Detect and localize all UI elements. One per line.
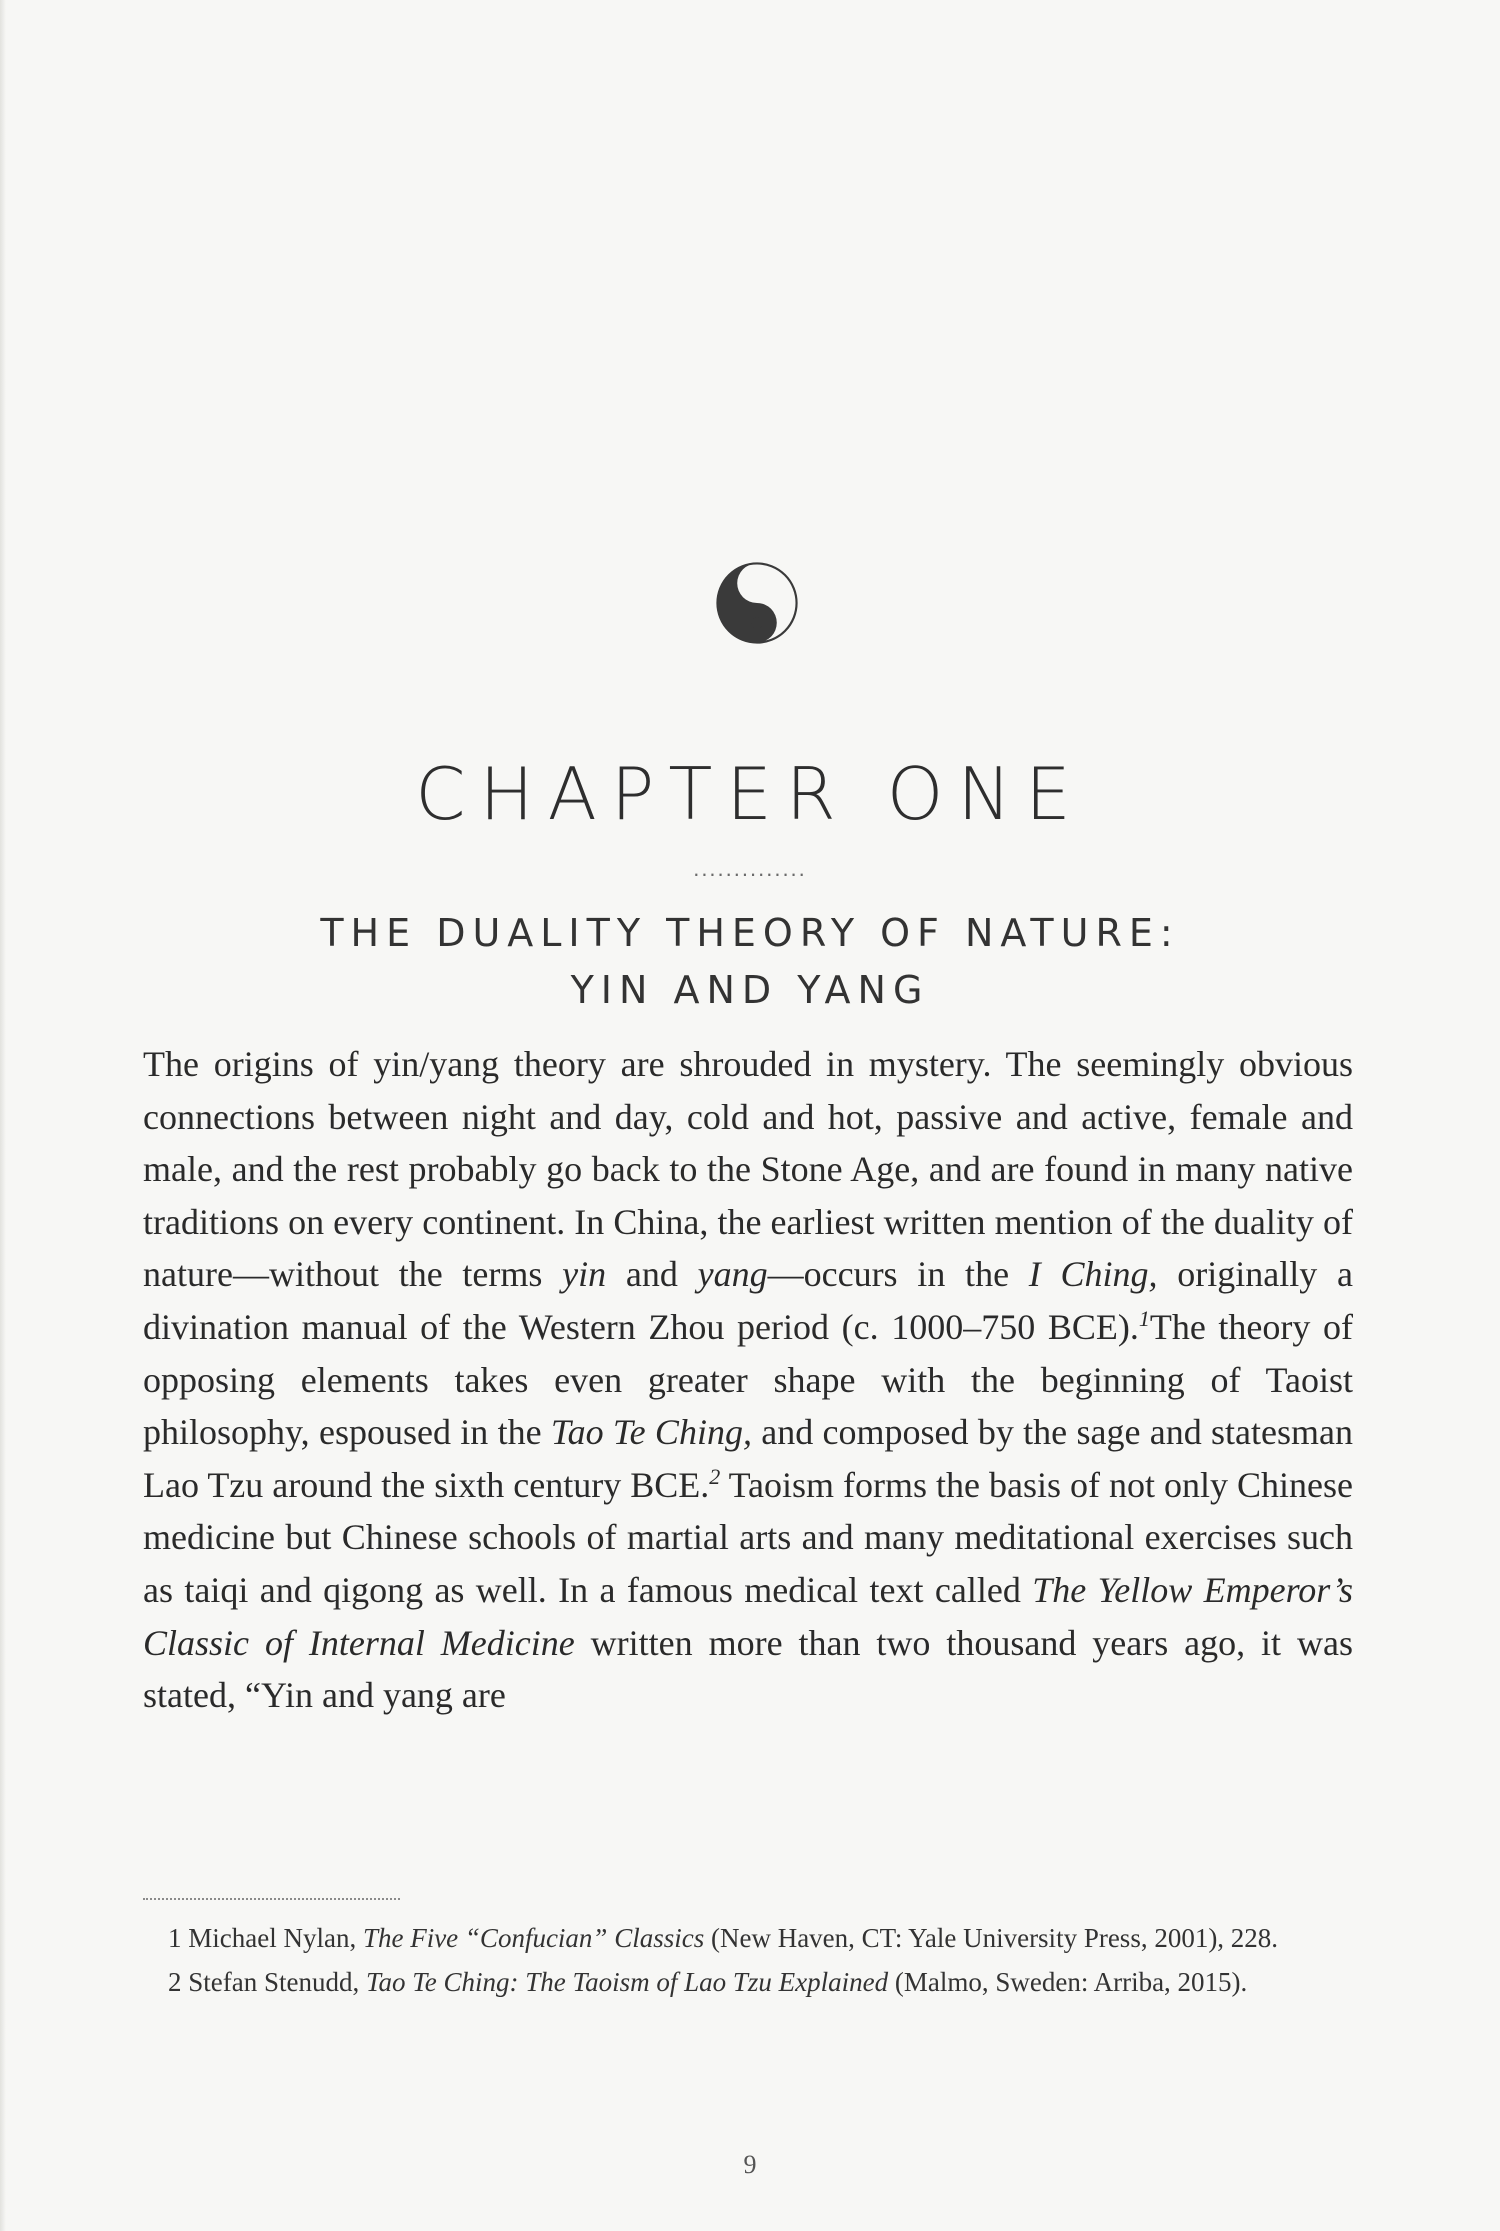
footnote-1-publication: (New Haven, CT: Yale University Press, 2001), 228. xyxy=(704,1923,1279,1953)
chapter-divider: .............. xyxy=(693,856,807,881)
footnote-1 xyxy=(143,1918,1353,1958)
body-text-3: —occurs in the xyxy=(767,1254,1029,1295)
footnote-2-number: 2 xyxy=(168,1967,182,1997)
body-text-7: Taoism forms the basis of not only Chinese medicine but Chinese schools of martial arts and many meditational exercises such as taiqi and qigong as well. In a famous medical text called xyxy=(143,1464,1353,1610)
body-paragraph xyxy=(143,1038,1353,1722)
yin-yang-icon xyxy=(714,560,800,646)
body-text-5: The theory of opposing elements takes even greater shape with the beginning of Taoist philosophy, espoused in the xyxy=(143,1306,1353,1453)
footnote-1-number: 1 xyxy=(168,1923,182,1953)
footnotes xyxy=(143,1918,1353,2006)
term-yang: yang xyxy=(697,1254,768,1295)
footnote-ref-2[interactable]: 2 xyxy=(709,1463,721,1489)
body-text-1: The origins of yin/yang theory are shrouded in mystery. The seemingly obvious connections between night and day, cold and hot, passive and active, female and male, and the rest probably go back to the Stone Age, and are found in many native traditions on every continent. In China, the earliest written mention of the duality of nature—without the terms xyxy=(143,1044,1353,1295)
footnote-divider xyxy=(143,1898,400,1900)
title-tao-te-ching: Tao Te Ching, xyxy=(550,1412,752,1453)
body-text-2: and xyxy=(606,1254,698,1295)
subtitle-line-2: YIN AND YANG xyxy=(570,968,930,1012)
footnote-2 xyxy=(143,1962,1353,2002)
footnote-ref-1[interactable]: 1 xyxy=(1138,1305,1150,1331)
title-i-ching: I Ching, xyxy=(1028,1254,1158,1295)
footnote-1-author: Michael Nylan, xyxy=(188,1923,363,1953)
page-number: 9 xyxy=(743,2150,757,2179)
footnote-1-title: The Five “Confucian” Classics xyxy=(362,1923,705,1953)
subtitle-line-1: THE DUALITY THEORY OF NATURE: xyxy=(320,911,1180,955)
footnote-2-author: Stefan Stenudd, xyxy=(188,1967,366,1997)
footnote-2-publication: (Malmo, Sweden: Arriba, 2015). xyxy=(888,1967,1248,1997)
body-text-4: originally a divination manual of the Western Zhou period (c. 1000–750 BCE). xyxy=(143,1254,1353,1347)
chapter-subtitle xyxy=(0,905,1500,1019)
chapter-title: CHAPTER ONE xyxy=(415,752,1085,836)
title-yellow-emperor: The Yellow Emperor’s Classic of Internal Medicine xyxy=(143,1569,1354,1663)
footnote-2-title: Tao Te Ching: The Taoism of Lao Tzu Explained xyxy=(365,1967,889,1997)
page-edge xyxy=(0,0,6,2231)
body-text-8: written more than two thousand years ago, it was stated, “Yin and yang are xyxy=(143,1622,1353,1716)
body-text-6: and composed by the sage and statesman Lao Tzu around the sixth century BCE. xyxy=(143,1412,1353,1505)
term-yin: yin xyxy=(562,1254,607,1295)
